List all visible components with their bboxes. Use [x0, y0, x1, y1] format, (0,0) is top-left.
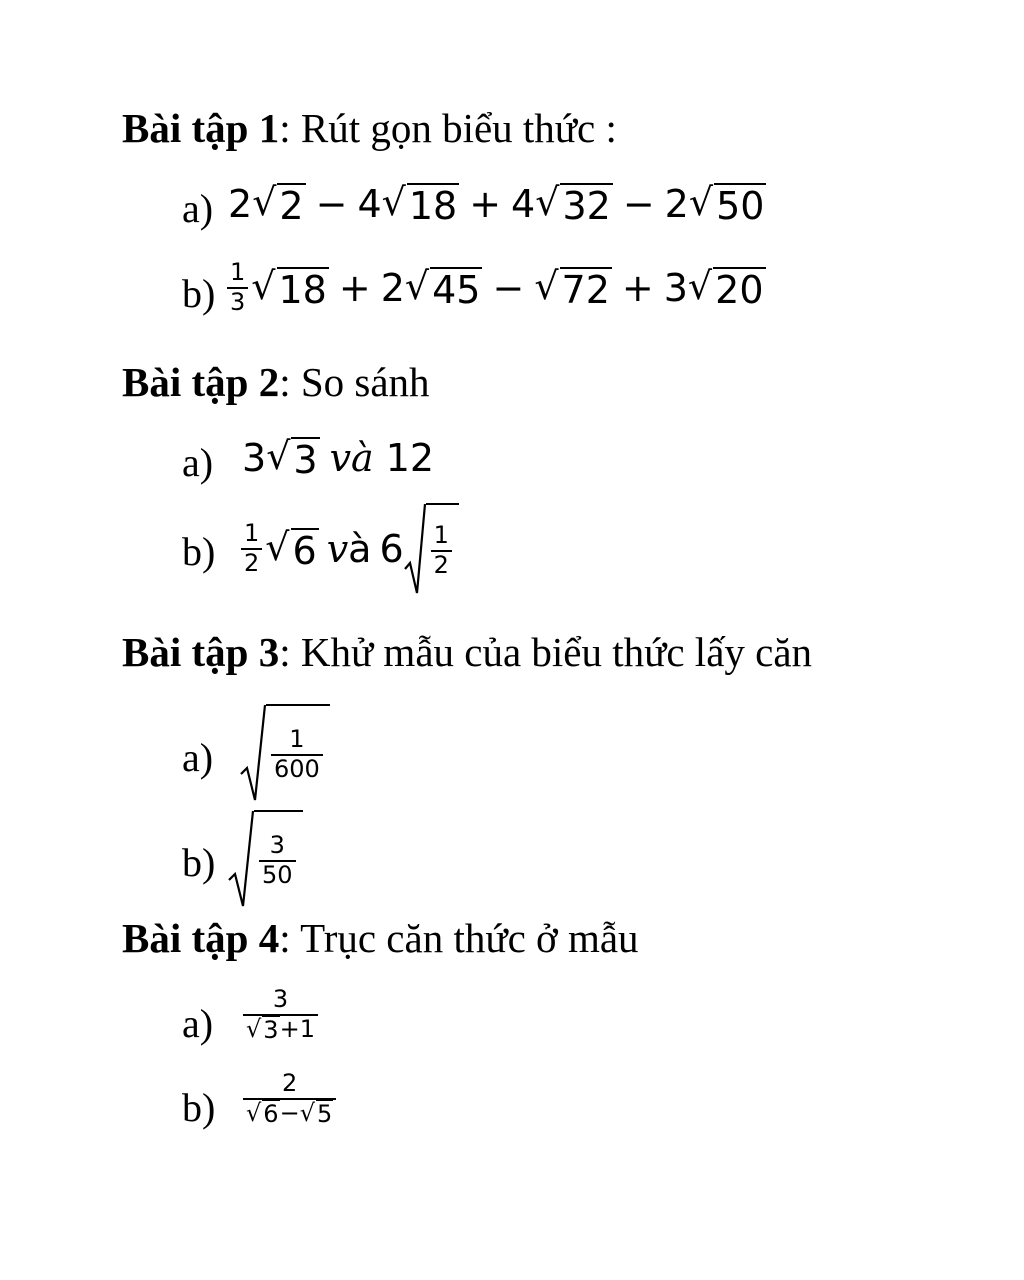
exercise-2b-expression: $\frac{1}{2}$ √ 6 và 6 $\frac{1}{2}$ — [238, 503, 459, 595]
exercise-3-heading — [122, 629, 813, 675]
radical: √ 18 — [381, 180, 458, 228]
fraction: $\frac{1}{2}$ — [241, 520, 262, 577]
exercise-2-title: Bài tập 2 — [122, 359, 280, 405]
radical-sign-icon — [404, 503, 426, 595]
exercise-4-heading — [122, 915, 639, 961]
exercise-2-heading — [122, 359, 430, 405]
radical: √ 6 — [246, 1098, 279, 1128]
radical: √ 18 — [251, 263, 327, 312]
exercise-3a-label: a) — [182, 735, 214, 780]
radical: $\frac{3}{50}$ — [228, 810, 303, 908]
exercise-1b-label: b) — [182, 271, 216, 316]
radical: √ 20 — [687, 263, 764, 312]
exercise-2a-expression: 3 √ 3 và 12 — [242, 434, 435, 482]
radical: $\frac{1}{2}$ — [404, 503, 459, 595]
exercise-1-instruction: : Rút gọn biểu thức : — [279, 105, 617, 151]
radical: √ 50 — [688, 180, 765, 228]
radical: √ 3 — [246, 1014, 279, 1044]
exercise-1-heading — [122, 105, 617, 151]
fraction: 2 √ 6 − √ 5 — [243, 1070, 336, 1127]
fraction: $\frac{1}{3}$ — [227, 259, 248, 316]
exercise-2-instruction: : So sánh — [279, 359, 430, 405]
radical: $\frac{1}{600}$ — [240, 704, 330, 802]
radical: √ 3 — [266, 434, 318, 482]
exercise-3-title: Bài tập 3 — [122, 629, 280, 675]
exercise-1a-label: a) — [182, 186, 214, 231]
radical: √ 45 — [404, 263, 481, 312]
radical: √ 72 — [534, 263, 610, 312]
exercise-1-title: Bài tập 1 — [122, 105, 280, 151]
exercise-4b-expression — [240, 1070, 339, 1127]
exercise-4a-expression — [240, 986, 321, 1043]
exercise-4a-label: a) — [182, 1001, 214, 1046]
radical-sign-icon — [240, 704, 266, 802]
exercise-4-title: Bài tập 4 — [122, 915, 280, 961]
exercise-4b-label: b) — [182, 1085, 216, 1130]
exercise-3b-label: b) — [182, 840, 216, 885]
radical: √ 5 — [299, 1098, 333, 1128]
radical: √ 32 — [535, 180, 611, 228]
exercise-4-instruction: : Trục căn thức ở mẫu — [279, 915, 639, 961]
exercise-2a-label: a) — [182, 440, 214, 485]
fraction: 3 √ 3 +1 — [243, 986, 318, 1043]
exercise-3-instruction: : Khử mẫu của biểu thức lấy căn — [279, 629, 813, 675]
radical: √ 6 — [265, 525, 317, 573]
radical-sign-icon — [228, 810, 254, 908]
exercise-2b-label: b) — [182, 529, 216, 574]
radical: √ 2 — [252, 180, 304, 228]
exercise-1b-expression: $\frac{1}{3}$ √ 18 + 2 √ 45 − √ 72 + 3 √ 20 — [224, 259, 766, 316]
exercise-3b-expression — [228, 810, 303, 908]
exercise-3a-expression — [240, 704, 330, 802]
exercise-1a-expression: 2 √ 2 − 4 √ 18 + 4 √ 32 − 2 √ 50 — [228, 180, 765, 228]
